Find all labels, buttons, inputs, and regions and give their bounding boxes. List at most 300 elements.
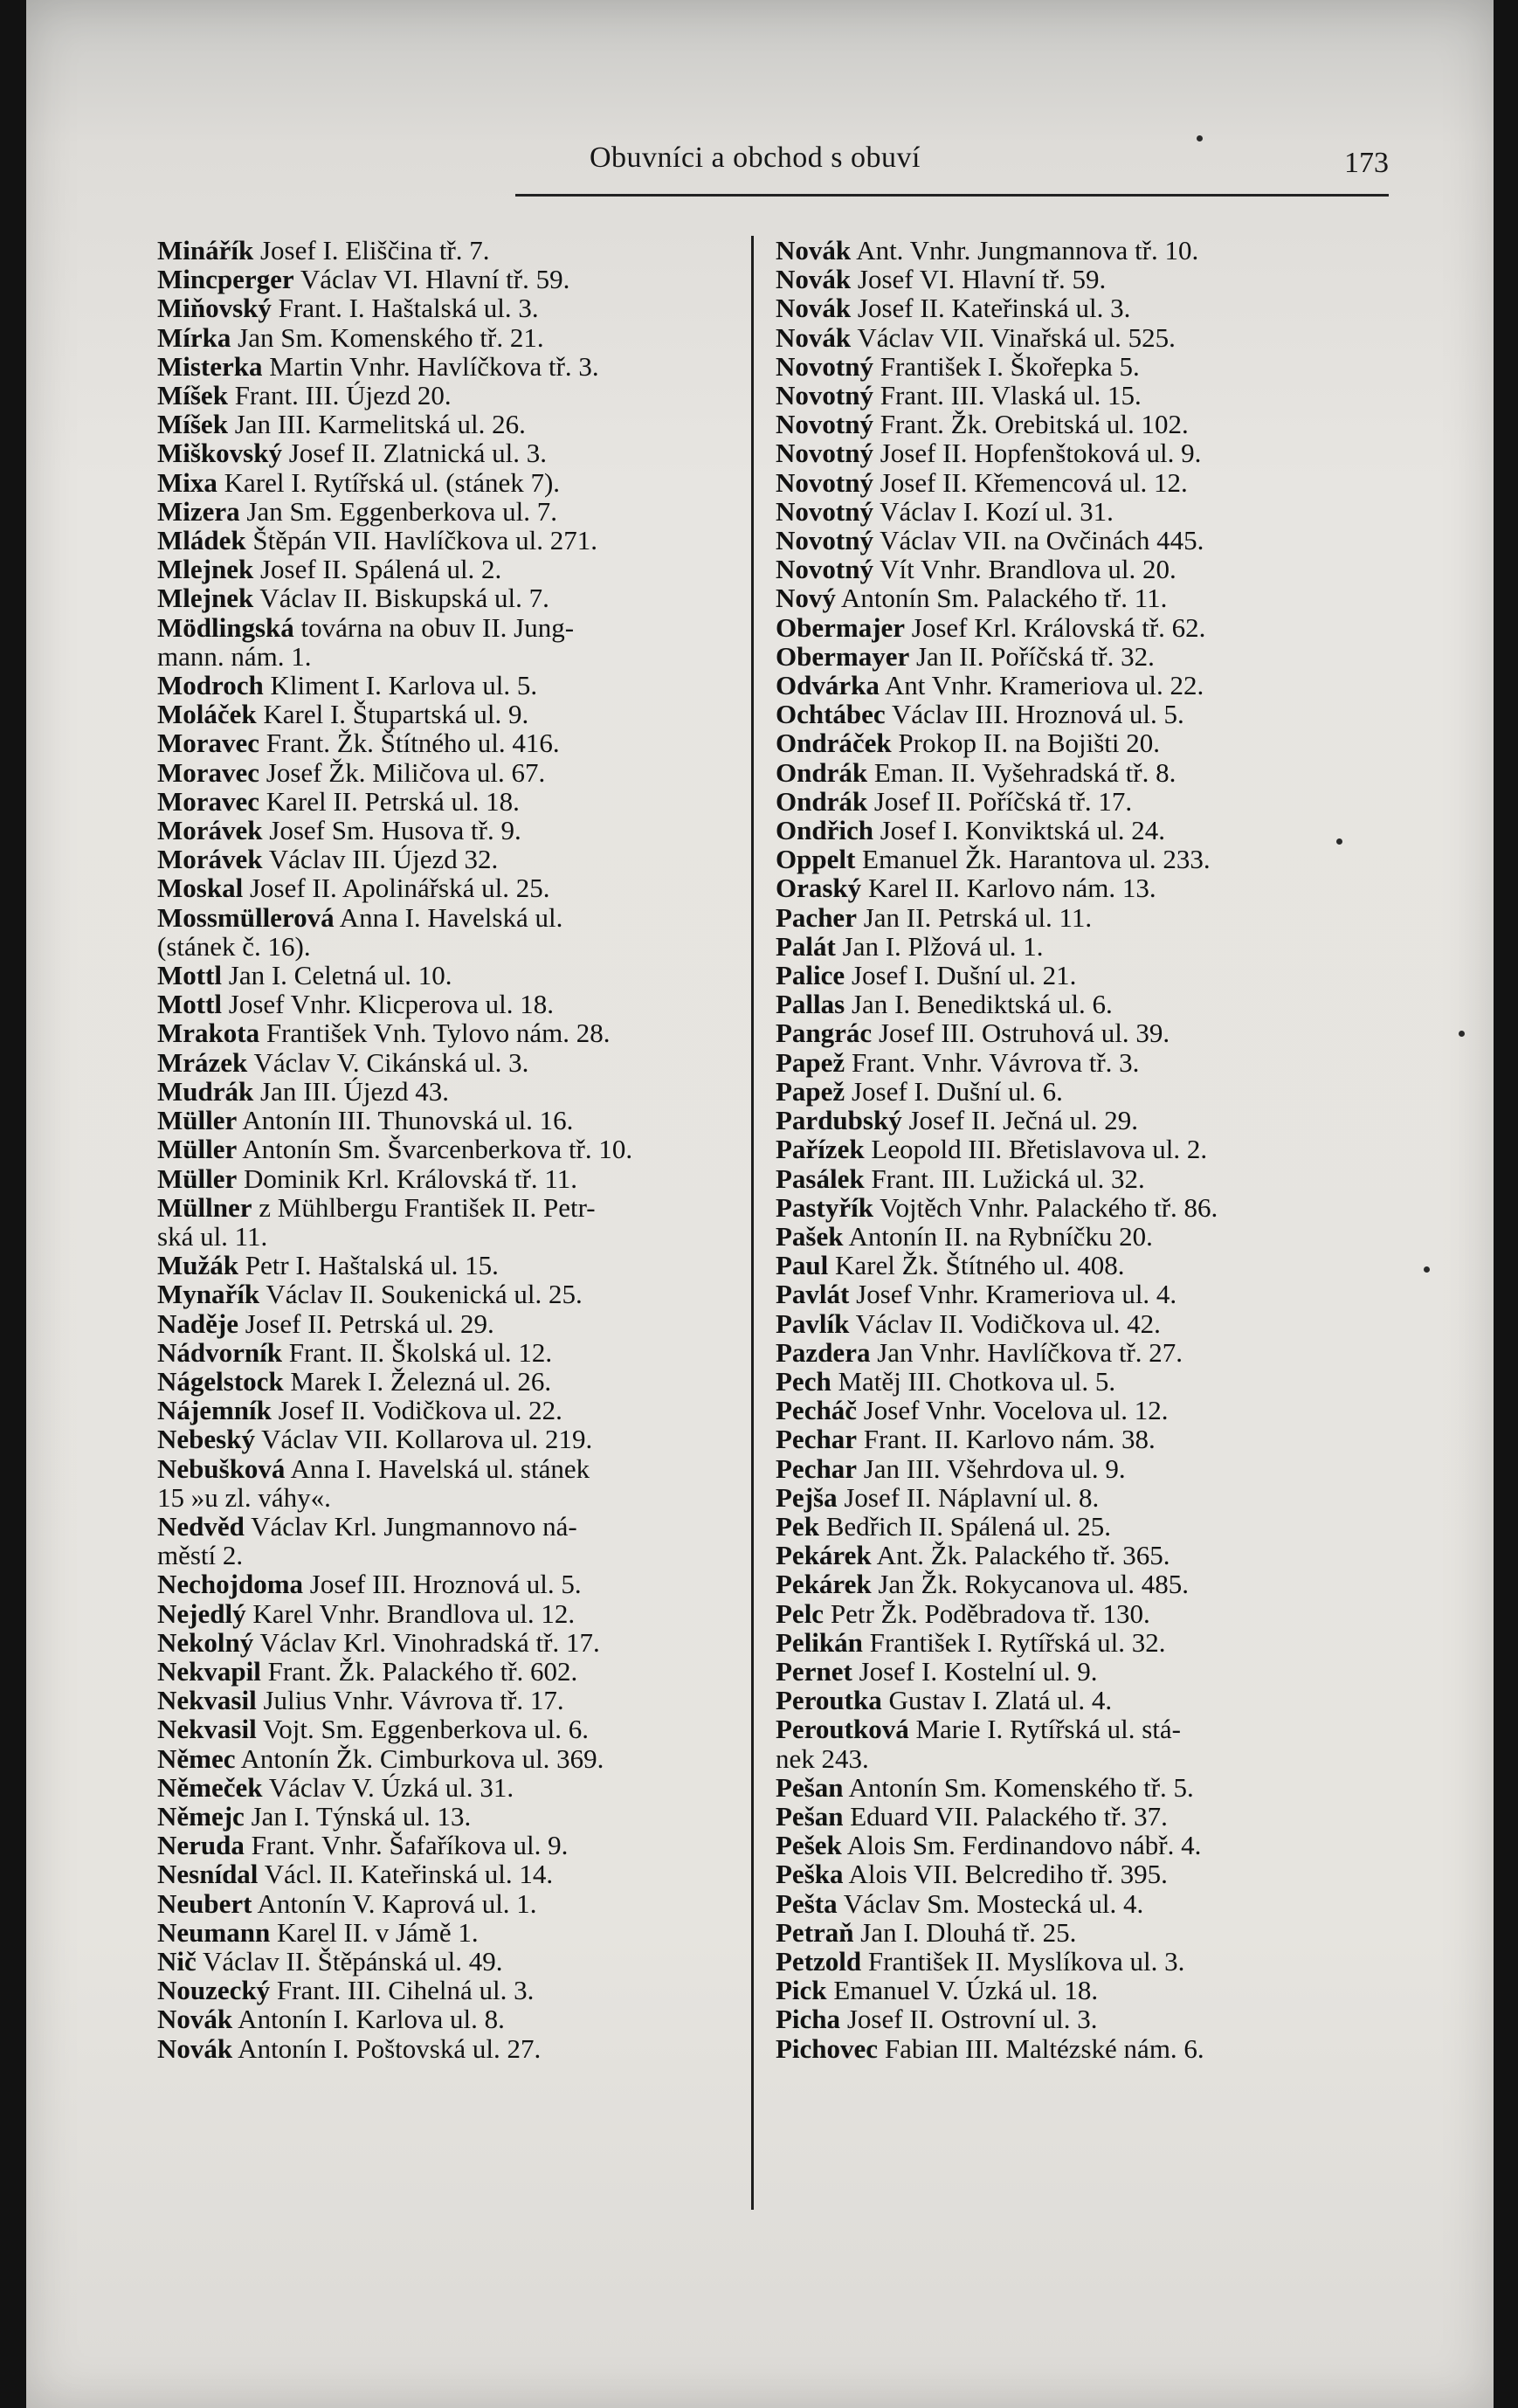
entry-details: Josef II. Vodičkova ul. 22. (271, 1395, 562, 1426)
entry-details: mann. nám. 1. (157, 640, 312, 672)
directory-entry (776, 1193, 1396, 1222)
entry-surname: Nekvasil (157, 1714, 257, 1745)
entry-details: Vojtěch Vnhr. Palackého tř. 86. (873, 1191, 1218, 1223)
entry-surname: Mödlingská (157, 611, 294, 643)
directory-entry (157, 1077, 742, 1106)
entry-surname: Moláček (157, 699, 257, 730)
entry-details: Vít Vnhr. Brandlova ul. 20. (873, 554, 1176, 585)
entry-details: Frant. Žk. Orebitská ul. 102. (873, 409, 1189, 440)
directory-entry (776, 873, 1396, 902)
entry-surname: Ochtábec (776, 699, 886, 730)
entry-details: Frant. III. Vlaská ul. 15. (873, 380, 1142, 411)
entry-details: František I. Rytířská ul. 32. (862, 1626, 1166, 1658)
entry-details: Prokop II. na Bojišti 20. (891, 728, 1161, 759)
entry-surname: Pacher (776, 901, 857, 933)
directory-entry (157, 497, 742, 526)
entry-surname: Miškovský (157, 438, 282, 469)
entry-details: Jan I. Týnská ul. 13. (244, 1800, 472, 1832)
entry-details: Josef II. Ostrovní ul. 3. (840, 2004, 1098, 2035)
directory-entry (157, 1715, 742, 1743)
directory-entry (157, 1512, 742, 1541)
entry-surname: Moravec (157, 728, 260, 759)
directory-entry (776, 1396, 1396, 1425)
entry-details: Václav Sm. Mostecká ul. 4. (837, 1887, 1144, 1919)
entry-surname: Morávek (157, 844, 263, 875)
entry-continuation (157, 1483, 742, 1512)
directory-entry (776, 2004, 1396, 2033)
entry-details: Václav II. Soukenická ul. 25. (259, 1279, 583, 1310)
entry-details: Josef II. Petrská ul. 29. (238, 1307, 494, 1339)
directory-entry (776, 1018, 1396, 1047)
entry-surname: Mottl (157, 989, 223, 1020)
directory-entry (157, 1859, 742, 1888)
directory-entry (776, 1106, 1396, 1135)
entry-surname: Novák (776, 264, 852, 295)
entry-details: Josef II. Apolinářská ul. 25. (243, 873, 550, 904)
entry-surname: Pavlík (776, 1307, 850, 1339)
directory-entry (157, 787, 742, 816)
entry-surname: Müller (157, 1134, 238, 1165)
entry-continuation (157, 1541, 742, 1570)
entry-surname: Nekvapil (157, 1655, 261, 1687)
entry-details: Václav II. Biskupská ul. 7. (253, 583, 549, 614)
entry-details: Josef I. Eliščina tř. 7. (253, 235, 490, 266)
directory-entry (776, 1135, 1396, 1163)
entry-details: Václ. II. Kateřinská ul. 14. (258, 1859, 554, 1890)
directory-entry (157, 1135, 742, 1163)
entry-surname: Mynařík (157, 1279, 260, 1310)
entry-details: Ant Vnhr. Krameriova ul. 22. (879, 670, 1204, 701)
entry-details: Frant. III. Cihelná ul. 3. (270, 1975, 535, 2006)
directory-entry (776, 642, 1396, 671)
entry-surname: Pallas (776, 989, 845, 1020)
print-speck (1424, 1266, 1430, 1273)
entry-surname: Pardubský (776, 1105, 902, 1136)
print-speck (1197, 135, 1203, 141)
entry-surname: Nesnídal (157, 1859, 259, 1890)
entry-details: Václav VII. Vinařská ul. 525. (851, 321, 1176, 353)
entry-details: Václav Krl. Jungmannovo ná- (244, 1510, 577, 1542)
directory-entry (157, 1947, 742, 1976)
entry-surname: Novák (157, 2032, 233, 2064)
left-column (157, 236, 742, 2063)
entry-surname: Mrázek (157, 1046, 248, 1078)
entry-surname: Palice (776, 960, 845, 991)
scanned-page (26, 0, 1494, 2408)
entry-details: Matěj III. Chotkova ul. 5. (831, 1365, 1116, 1397)
directory-entry (776, 1831, 1396, 1859)
entry-details: Frant. Žk. Palackého tř. 602. (260, 1655, 578, 1687)
entry-surname: Novák (776, 293, 852, 324)
directory-entry (157, 1657, 742, 1686)
directory-entry (776, 1483, 1396, 1512)
directory-entry (776, 728, 1396, 757)
entry-details: Jan Sm. Eggenberkova ul. 7. (239, 495, 557, 527)
page-number: 173 (1344, 147, 1389, 179)
entry-details: Václav III. Hroznová ul. 5. (885, 699, 1184, 730)
entry-surname: Nebeský (157, 1424, 255, 1455)
directory-entry (157, 1686, 742, 1715)
entry-surname: Němec (157, 1742, 236, 1774)
entry-surname: Pek (776, 1510, 819, 1542)
entry-details: Marie I. Rytířská ul. stá- (908, 1714, 1181, 1745)
entry-details: Václav VII. Kollarova ul. 219. (254, 1424, 593, 1455)
header-rule (515, 194, 1389, 197)
directory-entry (776, 526, 1396, 555)
directory-entry (776, 1454, 1396, 1483)
directory-entry (157, 1280, 742, 1308)
directory-entry (157, 1773, 742, 1802)
entry-details: továrna na obuv II. Jung- (293, 611, 575, 643)
right-column (776, 236, 1396, 2063)
directory-entry (776, 990, 1396, 1018)
directory-entry (776, 903, 1396, 932)
directory-entry (776, 352, 1396, 381)
entry-details: Antonín Sm. Švarcenberkova tř. 10. (237, 1134, 633, 1165)
directory-entry (157, 1164, 742, 1193)
entry-details: Frant. III. Lužická ul. 32. (864, 1163, 1145, 1194)
directory-entry (776, 1715, 1396, 1743)
entry-details: Antonín I. Poštovská ul. 27. (232, 2032, 542, 2064)
entry-details: Václav II. Vodičkova ul. 42. (849, 1307, 1161, 1339)
entry-surname: Pechar (776, 1452, 857, 1484)
entry-surname: Petraň (776, 1916, 854, 1948)
entry-details: Antonín II. na Rybníčku 20. (843, 1220, 1153, 1252)
entry-surname: Ondrák (776, 756, 868, 788)
entry-details: Václav III. Újezd 32. (262, 844, 499, 875)
entry-surname: Nádvorník (157, 1336, 282, 1368)
entry-surname: Mincperger (157, 264, 294, 295)
entry-details: Jan Žk. Rokycanova ul. 485. (871, 1569, 1189, 1600)
entry-surname: Novotný (776, 438, 873, 469)
entry-surname: Ondrák (776, 785, 868, 817)
entry-surname: Pešta (776, 1887, 838, 1919)
directory-entry (157, 816, 742, 845)
entry-details: Anna I. Havelská ul. (334, 901, 563, 933)
entry-surname: Mrakota (157, 1018, 260, 1049)
entry-surname: Novotný (776, 409, 873, 440)
directory-entry (157, 1396, 742, 1425)
entry-surname: Papež (776, 1046, 845, 1078)
entry-surname: Pasálek (776, 1163, 865, 1194)
entry-surname: Moravec (157, 756, 260, 788)
entry-surname: Neumann (157, 1916, 271, 1948)
entry-surname: Neubert (157, 1887, 252, 1919)
directory-entry (157, 2004, 742, 2033)
entry-surname: Modroch (157, 670, 264, 701)
directory-entry (776, 468, 1396, 497)
entry-surname: Nekolný (157, 1626, 254, 1658)
entry-surname: Nájemník (157, 1395, 272, 1426)
entry-details: Jan I. Plžová ul. 1. (835, 930, 1044, 962)
directory-entry (157, 323, 742, 352)
entry-details: Václav VII. na Ovčinách 445. (873, 525, 1204, 556)
entry-surname: Mudrák (157, 1075, 254, 1107)
entry-details: Bedřich II. Spálená ul. 25. (818, 1510, 1111, 1542)
entry-surname: Nič (157, 1945, 197, 1977)
directory-entry (776, 1077, 1396, 1106)
entry-surname: Mossmüllerová (157, 901, 335, 933)
entry-surname: Peroutková (776, 1714, 909, 1745)
entry-details: z Mühlbergu František II. Petr- (252, 1191, 596, 1223)
entry-details: Kliment I. Karlova ul. 5. (263, 670, 538, 701)
directory-entry (776, 1628, 1396, 1657)
directory-entry (776, 555, 1396, 583)
entry-details: Antonín Žk. Cimburkova ul. 369. (235, 1742, 604, 1774)
directory-entry (776, 1048, 1396, 1077)
entry-surname: Novotný (776, 350, 873, 382)
entry-surname: Pernet (776, 1655, 852, 1687)
directory-entry (157, 1918, 742, 1947)
entry-surname: Müller (157, 1105, 238, 1136)
entry-surname: Novák (157, 2004, 233, 2035)
entry-surname: Míšek (157, 380, 228, 411)
entry-details: Jan II. Petrská ul. 11. (856, 901, 1093, 933)
entry-details: Josef II. Hopfenštoková ul. 9. (873, 438, 1202, 469)
entry-details: Jan III. Karmelitská ul. 26. (227, 409, 526, 440)
entry-surname: Pařízek (776, 1134, 865, 1165)
entry-surname: Mírka (157, 321, 231, 353)
directory-entry (776, 410, 1396, 438)
entry-surname: Mlejnek (157, 554, 254, 585)
directory-entry (776, 1367, 1396, 1396)
directory-entry (776, 1918, 1396, 1947)
entry-surname: Pešan (776, 1800, 844, 1832)
entry-surname: Pelikán (776, 1626, 863, 1658)
directory-entry (157, 700, 742, 728)
entry-details: Josef II. Zlatnická ul. 3. (281, 438, 548, 469)
directory-entry (776, 1512, 1396, 1541)
directory-entry (157, 1744, 742, 1773)
directory-entry (157, 1048, 742, 1077)
entry-surname: Petzold (776, 1945, 862, 1977)
directory-entry (776, 1309, 1396, 1338)
entry-details: Josef II. Kateřinská ul. 3. (851, 293, 1131, 324)
entry-surname: Pecháč (776, 1395, 857, 1426)
entry-details: Josef III. Hroznová ul. 5. (303, 1569, 582, 1600)
entry-details: František II. Myslíkova ul. 3. (861, 1945, 1185, 1977)
entry-surname: Pavlát (776, 1279, 850, 1310)
entry-surname: Oraský (776, 873, 862, 904)
entry-details: Václav Krl. Vinohradská tř. 17. (253, 1626, 600, 1658)
directory-entry (157, 1106, 742, 1135)
entry-surname: Mixa (157, 466, 217, 498)
entry-surname: Němejc (157, 1800, 245, 1832)
entry-surname: Pešek (776, 1830, 842, 1861)
directory-entry (776, 1164, 1396, 1193)
entry-surname: Obermajer (776, 611, 906, 643)
entry-details: (stánek č. 16). (157, 930, 311, 962)
directory-entry (776, 787, 1396, 816)
entry-details: Vojt. Sm. Eggenberkova ul. 6. (256, 1714, 589, 1745)
directory-entry (157, 1367, 742, 1396)
print-speck (1459, 1031, 1465, 1037)
entry-details: Karel II. Karlovo nám. 13. (861, 873, 1156, 904)
entry-details: Leopold III. Břetislavova ul. 2. (864, 1134, 1208, 1165)
entry-surname: Ondřich (776, 815, 873, 846)
entry-surname: Novák (776, 321, 852, 353)
directory-entry (776, 2034, 1396, 2063)
directory-entry (157, 961, 742, 990)
directory-entry (776, 1599, 1396, 1628)
entry-details: Karel Žk. Štítného ul. 408. (828, 1250, 1125, 1281)
entry-details: Josef II. Poříčská tř. 17. (867, 785, 1133, 817)
entry-details: Ant. Vnhr. Jungmannova tř. 10. (851, 235, 1199, 266)
entry-details: Antonín Sm. Komenského tř. 5. (843, 1771, 1194, 1803)
entry-surname: Novotný (776, 495, 873, 527)
directory-entry (776, 1657, 1396, 1686)
entry-details: městí 2. (157, 1540, 244, 1571)
directory-entry (776, 613, 1396, 642)
entry-details: Josef Sm. Husova tř. 9. (262, 815, 521, 846)
entry-details: Karel Vnhr. Brandlova ul. 12. (245, 1597, 576, 1629)
entry-details: Frant. Vnhr. Šafaříkova ul. 9. (244, 1830, 569, 1861)
entry-details: Petr I. Haštalská ul. 15. (238, 1250, 499, 1281)
entry-surname: Mlejnek (157, 583, 254, 614)
entry-surname: Moravec (157, 785, 260, 817)
entry-surname: Pekárek (776, 1540, 872, 1571)
directory-entry (776, 381, 1396, 410)
entry-details: Václav II. Štěpánská ul. 49. (196, 1945, 503, 1977)
entry-details: Karel I. Štupartská ul. 9. (256, 699, 529, 730)
directory-entry (157, 728, 742, 757)
entry-surname: Nedvěd (157, 1510, 245, 1542)
entry-surname: Nechojdoma (157, 1569, 304, 1600)
directory-entry (157, 1018, 742, 1047)
directory-entry (776, 1570, 1396, 1598)
entry-details: nek 243. (776, 1742, 869, 1774)
entry-surname: Moskal (157, 873, 244, 904)
entry-details: Karel II. v Jámě 1. (270, 1916, 479, 1948)
directory-entry (157, 1976, 742, 2004)
directory-entry (157, 1628, 742, 1657)
entry-details: Josef VI. Hlavní tř. 59. (851, 264, 1107, 295)
entry-details: Frant. Žk. Štítného ul. 416. (259, 728, 560, 759)
entry-surname: Pechar (776, 1424, 857, 1455)
entry-details: Jan I. Dlouhá tř. 25. (853, 1916, 1077, 1948)
entry-details: Frant. II. Školská ul. 12. (281, 1336, 553, 1368)
entry-details: Emanuel Žk. Harantova ul. 233. (855, 844, 1211, 875)
directory-entry (157, 2034, 742, 2063)
entry-surname: Pichovec (776, 2032, 879, 2064)
entry-surname: Nouzecký (157, 1975, 271, 2006)
entry-details: Frant. II. Karlovo nám. 38. (856, 1424, 1156, 1455)
directory-entry (776, 1859, 1396, 1888)
directory-entry (157, 468, 742, 497)
directory-entry (157, 293, 742, 322)
entry-surname: Němeček (157, 1771, 263, 1803)
directory-entry (776, 1773, 1396, 1802)
directory-entry (776, 845, 1396, 873)
directory-entry (157, 555, 742, 583)
entry-details: Emanuel V. Úzká ul. 18. (826, 1975, 1099, 2006)
entry-details: Ant. Žk. Palackého tř. 365. (871, 1540, 1170, 1571)
directory-entry (776, 583, 1396, 612)
entry-details: Štěpán VII. Havlíčkova ul. 271. (245, 525, 597, 556)
entry-details: František I. Škořepka 5. (873, 350, 1140, 382)
entry-details: Frant. Vnhr. Vávrova tř. 3. (845, 1046, 1140, 1078)
entry-surname: Müller (157, 1163, 238, 1194)
directory-entry (157, 1338, 742, 1367)
print-speck (1336, 838, 1342, 845)
entry-details: Josef II. Spálená ul. 2. (253, 554, 502, 585)
entry-details: Frant. III. Újezd 20. (227, 380, 452, 411)
directory-entry (776, 497, 1396, 526)
entry-details: Karel I. Rytířská ul. (stánek 7). (217, 466, 561, 498)
entry-surname: Novotný (776, 525, 873, 556)
directory-entry (776, 1541, 1396, 1570)
entry-surname: Odvárka (776, 670, 880, 701)
entry-surname: Pešan (776, 1771, 844, 1803)
column-divider (751, 236, 754, 2210)
entry-details: Josef I. Kostelní ul. 9. (852, 1655, 1098, 1687)
entry-details: Jan Sm. Komenského tř. 21. (231, 321, 544, 353)
entry-surname: Mottl (157, 960, 223, 991)
directory-entry (776, 1338, 1396, 1367)
directory-entry (157, 758, 742, 787)
directory-entry (157, 438, 742, 467)
entry-surname: Naděje (157, 1307, 238, 1339)
entry-details: Jan II. Poříčská tř. 32. (909, 640, 1155, 672)
directory-entry (157, 613, 742, 642)
entry-details: Alois VII. Belcrediho tř. 395. (843, 1859, 1168, 1890)
entry-details: Karel II. Petrská ul. 18. (259, 785, 520, 817)
entry-surname: Novotný (776, 380, 873, 411)
directory-entry (776, 758, 1396, 787)
entry-surname: Novák (776, 235, 852, 266)
entry-details: Marek I. Železná ul. 26. (283, 1365, 552, 1397)
entry-surname: Pekárek (776, 1569, 872, 1600)
entry-surname: Palát (776, 930, 836, 962)
entry-details: 15 »u zl. váhy«. (157, 1481, 331, 1513)
directory-entry (776, 1802, 1396, 1831)
directory-entry (157, 903, 742, 932)
directory-entry (157, 1889, 742, 1918)
entry-details: Josef Vnhr. Krameriova ul. 4. (849, 1279, 1177, 1310)
entry-surname: Misterka (157, 350, 263, 382)
entry-details: Antonín Sm. Palackého tř. 11. (835, 583, 1168, 614)
entry-surname: Oppelt (776, 844, 856, 875)
directory-entry (776, 236, 1396, 265)
directory-entry (157, 583, 742, 612)
directory-entry (157, 1802, 742, 1831)
directory-entry (776, 1425, 1396, 1453)
directory-entry (157, 1454, 742, 1483)
entry-details: Václav VI. Hlavní tř. 59. (293, 264, 570, 295)
directory-entry (157, 381, 742, 410)
entry-surname: Obermayer (776, 640, 910, 672)
entry-surname: Peroutka (776, 1685, 882, 1716)
directory-entry (157, 236, 742, 265)
directory-entry (776, 1947, 1396, 1976)
directory-entry (157, 1570, 742, 1598)
entry-details: Josef I. Dušní ul. 6. (845, 1075, 1063, 1107)
entry-surname: Mužák (157, 1250, 238, 1281)
directory-entry (157, 410, 742, 438)
directory-entry (776, 671, 1396, 700)
entry-details: Jan III. Újezd 43. (253, 1075, 450, 1107)
directory-entry (157, 671, 742, 700)
directory-entry (157, 990, 742, 1018)
entry-surname: Novotný (776, 466, 873, 498)
entry-details: Josef III. Ostruhová ul. 39. (872, 1018, 1170, 1049)
directory-entry (776, 700, 1396, 728)
directory-entry (157, 845, 742, 873)
entry-continuation (776, 1744, 1396, 1773)
directory-entry (157, 265, 742, 293)
entry-details: Petr Žk. Poděbradova tř. 130. (824, 1597, 1150, 1629)
entry-surname: Peška (776, 1859, 844, 1890)
